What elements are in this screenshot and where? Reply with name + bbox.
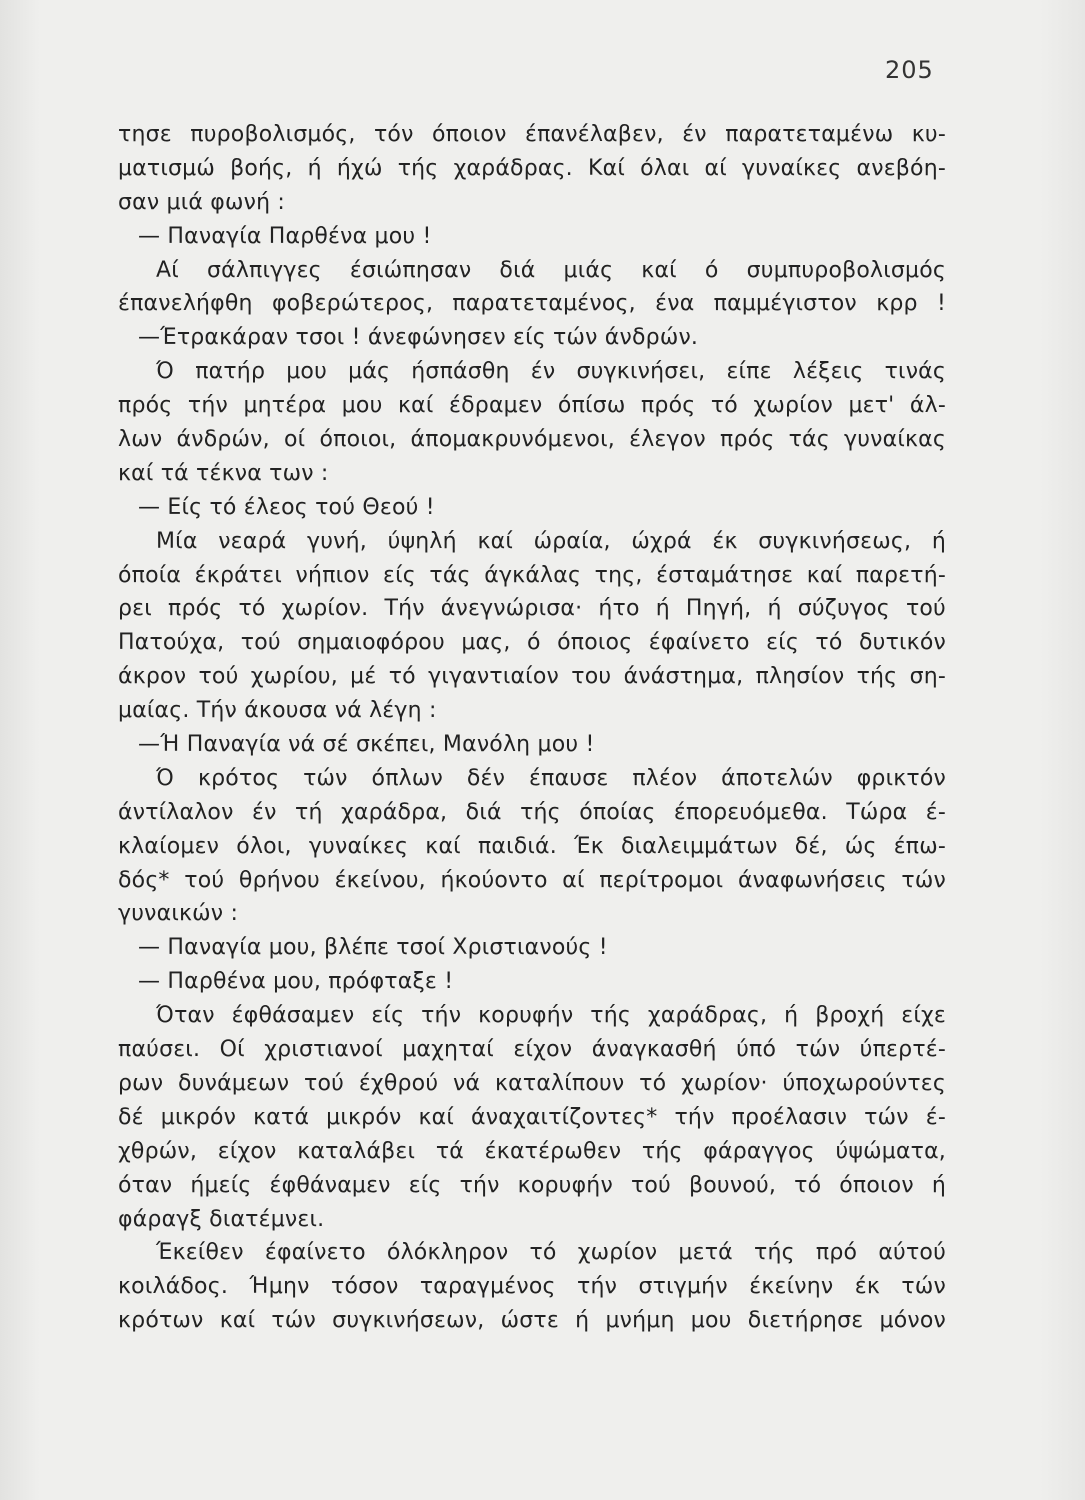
text-line: ρει πρός τό χωρίον. Τήν άνεγνώρισα· ήτο ή Πηγή, ή σύζυγος τού <box>118 596 946 622</box>
text-line: — Παναγία Παρθένα μου ! <box>138 223 432 249</box>
text-line: άκρον τού χωρίου, μέ τό γιγαντιαίον του άνάστημα, πλησίον τής ση- <box>118 664 946 690</box>
text-line: Αί σάλπιγγες έσιώπησαν διά μιάς καί ό συμπυροβολισμός <box>156 257 946 283</box>
text-line: δός* τού θρήνου έκείνου, ήκούοντο αί περίτρομοι άναφωνήσεις τών <box>118 867 946 893</box>
text-line: —Έτρακάραν τσοι ! άνεφώνησεν είς τών άνδρών. <box>138 325 699 351</box>
text-line: Πατούχα, τού σημαιοφόρου μας, ό όποιος έφαίνετο είς τό δυτικόν <box>118 630 946 656</box>
text-line: πρός τήν μητέρα μου καί έδραμεν όπίσω πρός τό χωρίον μετ' άλ- <box>118 393 946 419</box>
text-line: χθρών, είχον καταλάβει τά έκατέρωθεν τής φάραγγος ύψώματα, <box>118 1138 946 1164</box>
text-line: τησε πυροβολισμός, τόν όποιον έπανέλαβεν, έν παρατεταμένω κυ- <box>118 122 946 147</box>
text-line: Μία νεαρά γυνή, ύψηλή καί ώραία, ώχρά έκ συγκινήσεως, ή <box>156 528 946 554</box>
text-line: λων άνδρών, οί όποιοι, άπομακρυνόμενοι, έλεγον πρός τάς γυναίκας <box>118 427 946 453</box>
text-line: —Ή Παναγία νά σέ σκέπει, Μανόλη μου ! <box>138 732 595 758</box>
text-line: Ό κρότος τών όπλων δέν έπαυσε πλέον άποτελών φρικτόν <box>156 765 946 791</box>
text-line: ματισμώ βοής, ή ήχώ τής χαράδρας. Καί όλαι αί γυναίκες ανεβόη- <box>118 155 946 181</box>
text-line: άντίλαλον έν τή χαράδρα, διά τής όποίας έπορευόμεθα. Τώρα έ- <box>118 799 946 825</box>
text-line: κοιλάδος. Ήμην τόσον ταραγμένος τήν στιγμήν έκείνην έκ τών <box>118 1274 946 1300</box>
text-line: κλαίομεν όλοι, γυναίκες καί παιδιά. Έκ διαλειμμάτων δέ, ώς έπω- <box>118 833 946 859</box>
page-number: 205 <box>885 56 934 84</box>
text-line: φάραγξ διατέμνει. <box>118 1206 325 1232</box>
text-line: — Παναγία μου, βλέπε τσοί Χριστιανούς ! <box>138 935 608 961</box>
text-line: ρων δυνάμεων τού έχθρού νά καταλίπουν τό χωρίον· ύποχωρούντες <box>118 1070 946 1096</box>
text-line: γυναικών : <box>118 901 239 927</box>
text-line: όποία έκράτει νήπιον είς τάς άγκάλας της, έσταμάτησε καί παρετή- <box>118 562 946 588</box>
text-line: Έκείθεν έφαίνετο όλόκληρον τό χωρίον μετά τής πρό αύτού <box>156 1240 946 1266</box>
text-line: Όταν έφθάσαμεν είς τήν κορυφήν τής χαράδρας, ή βροχή είχε <box>156 1003 946 1029</box>
text-line: δέ μικρόν κατά μικρόν καί άναχαιτίζοντες* τήν προέλασιν τών έ- <box>118 1104 946 1130</box>
text-line: καί τά τέκνα των : <box>118 460 329 486</box>
text-line: κρότων καί τών συγκινήσεων, ώστε ή μνήμη μου διετήρησε μόνον <box>118 1308 946 1334</box>
text-line: μαίας. Τήν άκουσα νά λέγη : <box>118 698 437 724</box>
text-line: έπανελήφθη φοβερώτερος, παρατεταμένος, ένα παμμέγιστον κρρ ! <box>118 291 946 317</box>
text-line: σαν μιά φωνή : <box>118 189 286 215</box>
text-line: — Είς τό έλεος τού Θεού ! <box>138 494 435 520</box>
text-line: όταν ήμείς έφθάναμεν είς τήν κορυφήν τού βουνού, τό όποιον ή <box>118 1172 946 1198</box>
text-line: παύσει. Οί χριστιανοί μαχηταί είχον άναγκασθή ύπό τών ύπερτέ- <box>118 1037 946 1063</box>
text-line: Ό πατήρ μου μάς ήσπάσθη έν συγκινήσει, είπε λέξεις τινάς <box>156 359 946 385</box>
body-text <box>118 118 946 1338</box>
text-line: — Παρθένα μου, πρόφταξε ! <box>138 969 454 995</box>
